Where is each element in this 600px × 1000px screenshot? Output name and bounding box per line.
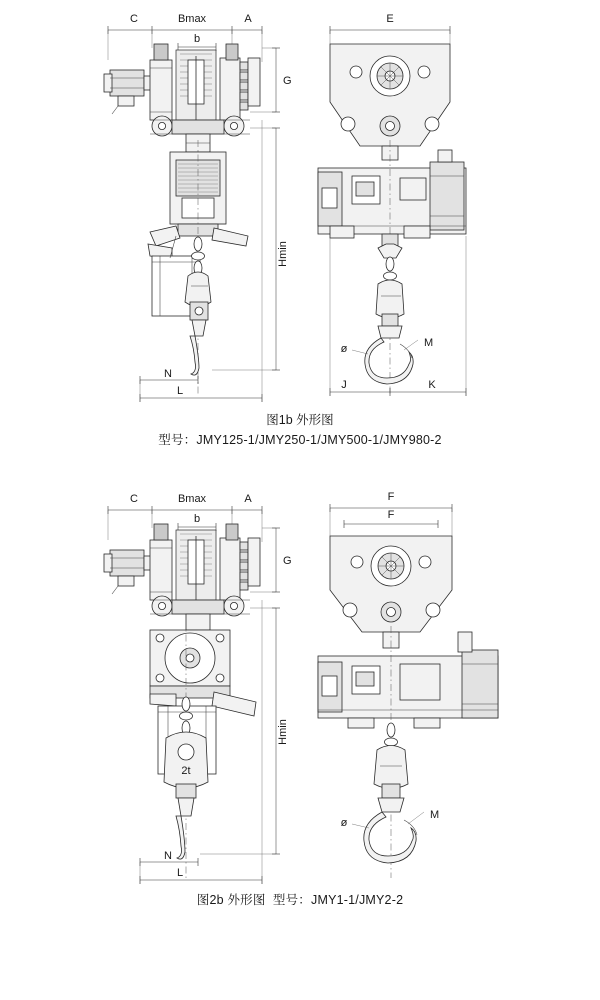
fig2-front-view xyxy=(318,491,498,878)
hook-block-front xyxy=(376,280,404,318)
drum-housing-front xyxy=(400,664,440,700)
dim-label-C: C xyxy=(130,493,138,505)
trolley-drive-motor xyxy=(110,70,144,96)
hand-lever-upper xyxy=(150,226,180,246)
trolley-cross-beam xyxy=(172,600,224,614)
hook-swivel xyxy=(176,784,196,798)
figure-2b-caption-line xyxy=(0,890,600,910)
drive-motor-front xyxy=(430,162,464,230)
figure-1b-caption-label: 图1b 外形图 xyxy=(266,413,334,427)
figure-1b-drawing xyxy=(0,0,600,410)
hook-nut-front xyxy=(382,314,398,326)
hook-shank-front xyxy=(378,326,402,338)
hook-body-front xyxy=(365,338,413,384)
dim-label-Bmax: Bmax xyxy=(177,13,207,25)
hand-lever xyxy=(212,692,256,716)
capacity-marking: 2t xyxy=(181,765,191,777)
figure-1b xyxy=(0,0,600,490)
figure-2b-drawing xyxy=(0,480,600,890)
load-chain-front xyxy=(384,257,397,280)
spacer-nuts xyxy=(240,542,248,590)
dim-label-M: M xyxy=(424,337,434,349)
figure-2b-model-value: JMY1-1/JMY2-2 xyxy=(311,893,404,907)
dim-label-F-outer: F xyxy=(387,491,395,503)
dim-label-A: A xyxy=(244,13,252,25)
load-chain-front xyxy=(385,723,398,746)
hand-lever-right xyxy=(212,228,248,246)
gearbox-housing xyxy=(150,60,172,120)
wheel-front-left xyxy=(341,117,355,131)
hook-shank xyxy=(178,798,194,816)
fig2-trolley-assembly xyxy=(104,524,260,630)
figure-1b-caption xyxy=(0,410,600,450)
bolt-hole-right xyxy=(418,66,430,78)
dim-label-L: L xyxy=(176,385,184,397)
chain-guide-front xyxy=(400,178,426,200)
dim-label-diameter: ø xyxy=(340,343,348,355)
spacer-nuts xyxy=(240,62,248,110)
dim-label-Bmax: Bmax xyxy=(177,493,207,505)
suspension-bolt-left xyxy=(154,524,168,540)
dim-label-C: C xyxy=(130,13,138,25)
hook-nut-front xyxy=(382,784,400,798)
dim-label-Hmin: Hmin xyxy=(277,719,289,745)
hook-body-front xyxy=(364,812,416,863)
sheave xyxy=(178,744,194,760)
dim-label-A: A xyxy=(244,493,252,505)
dim-label-K: K xyxy=(428,379,436,391)
fig2-side-view xyxy=(104,493,292,884)
hook-block-body xyxy=(185,272,211,307)
dim-label-E: E xyxy=(386,13,394,25)
figure-1b-model-prefix: 型号： xyxy=(158,433,197,447)
bolt-hole-left xyxy=(350,66,362,78)
dim-label-Hmin: Hmin xyxy=(277,241,289,267)
dim-label-F-inner: F xyxy=(387,509,395,521)
bolt-hole-left xyxy=(351,556,363,568)
wheel-front-right xyxy=(426,603,440,617)
hoist-hanger xyxy=(186,614,210,630)
hook-block-front xyxy=(374,746,408,789)
dim-label-L: L xyxy=(176,867,184,879)
fig2-front-top-dimensions xyxy=(330,491,452,536)
figure-2b xyxy=(0,480,600,970)
fig1-hoist-front-body xyxy=(318,150,466,238)
motor-cap xyxy=(458,632,472,652)
dim-label-M: M xyxy=(430,809,440,821)
hook-shank xyxy=(192,320,206,336)
hook-body xyxy=(176,816,185,859)
side-plate-right xyxy=(220,538,240,600)
drive-motor-front xyxy=(462,650,498,718)
lever-bracket xyxy=(150,694,176,706)
dim-label-b: b xyxy=(193,513,201,525)
dim-label-N: N xyxy=(164,850,172,862)
hook-body xyxy=(190,336,199,375)
wheel-front-left xyxy=(343,603,357,617)
wheel-front-right xyxy=(425,117,439,131)
side-plate-right xyxy=(220,58,240,120)
trolley-cross-beam xyxy=(172,120,224,134)
dim-label-N: N xyxy=(164,368,172,380)
figure-1b-svg xyxy=(0,0,600,410)
fig2-hoist-front-body xyxy=(318,632,498,728)
figure-2b-caption xyxy=(0,890,600,910)
dim-label-diameter: ø xyxy=(340,817,348,829)
lower-guide xyxy=(378,244,402,258)
figure-2b-svg xyxy=(0,480,600,890)
motor-cap xyxy=(438,150,452,162)
dim-label-b: b xyxy=(193,33,201,45)
fig1-side-view xyxy=(104,13,292,402)
motor-terminal-box xyxy=(118,576,134,586)
bolt-hole-right xyxy=(419,556,431,568)
trolley-drive-motor xyxy=(110,550,144,576)
fig1-front-top-dimension xyxy=(330,13,450,44)
motor-terminal-box xyxy=(118,96,134,106)
dim-label-G: G xyxy=(283,555,292,567)
suspension-bolt-right xyxy=(226,524,238,540)
end-nut-stack xyxy=(248,538,260,586)
fig1-front-view xyxy=(318,13,466,396)
fig1-trolley-assembly xyxy=(104,44,260,152)
suspension-bolt-left xyxy=(154,44,168,60)
end-nut-stack xyxy=(248,58,260,106)
figure-2b-model-prefix: 型号： xyxy=(272,893,312,907)
dim-label-J: J xyxy=(341,379,347,391)
suspension-bolt-right xyxy=(226,44,238,60)
figure-2b-caption-label: 图2b 外形图 xyxy=(196,893,266,907)
figure-1b-model-line xyxy=(0,430,600,450)
dim-label-G: G xyxy=(283,75,292,87)
hook-shank-front xyxy=(378,798,404,812)
fig2-hoist-body xyxy=(150,630,256,716)
figure-1b-model-value: JMY125-1/JMY250-1/JMY500-1/JMY980-2 xyxy=(196,433,442,447)
gearbox-housing xyxy=(150,540,172,600)
